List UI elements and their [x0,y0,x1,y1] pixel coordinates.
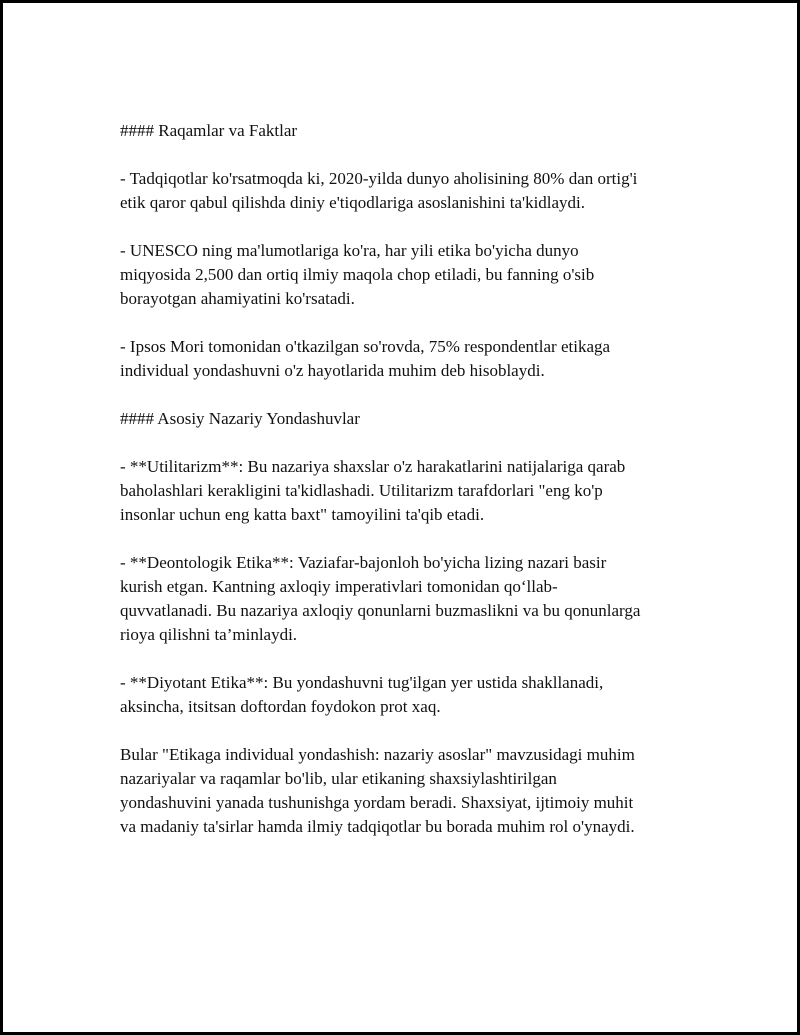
fact-paragraph: - Ipsos Mori tomonidan o'tkazilgan so'rovda, 75% respondentlar etikaga individual yondashuvni o'z hayotlarida muhim deb hisoblaydi. [120,337,611,380]
document-body [120,119,700,839]
theory-paragraph: - **Diyotant Etika**: Bu yondashuvni tug'ilgan yer ustida shakllanadi, aksincha, itsitsan doftordan foydokon prot xaq. [120,673,604,716]
section-heading-facts: #### Raqamlar va Faktlar [120,121,298,140]
theory-paragraph: - **Deontologik Etika**: Vaziafar-bajonloh bo'yicha lizing nazari basir kurish etgan. Kantning axloqiy imperativlari tomonidan qo‘llab- quvvatlanadi. Bu nazariya axloqiy qonunlarni buzmaslikni va bu qonunlarga rioya qilishni ta’minlaydi. [120,553,641,644]
theory-paragraph: - **Utilitarizm**: Bu nazariya shaxslar o'z harakatlarini natijalariga qarab baholashlari kerakligini ta'kidlashadi. Utilitarizm tarafdorlari "eng ko'p insonlar uchun eng katta baxt" tamoyilini ta'qib etadi. [120,457,626,524]
fact-paragraph: - Tadqiqotlar ko'rsatmoqda ki, 2020-yilda dunyo aholisining 80% dan ortig'i etik qaror qabul qilishda diniy e'tiqodlariga asoslanishini ta'kidlaydi. [120,169,638,212]
section-heading-theories: #### Asosiy Nazariy Yondashuvlar [120,409,360,428]
fact-paragraph: - UNESCO ning ma'lumotlariga ko'ra, har yili etika bo'yicha dunyo miqyosida 2,500 dan ortiq ilmiy maqola chop etiladi, bu fanning o'sib borayotgan ahamiyatini ko'rsatadi. [120,241,595,308]
conclusion-paragraph: Bular "Etikaga individual yondashish: nazariy asoslar" mavzusidagi muhim nazariyalar va raqamlar bo'lib, ular etikaning shaxsiylashtirilgan yondashuvini yanada tushunishga yordam beradi. Shaxsiyat, ijtimoiy muhit va madaniy ta'sirlar hamda ilmiy tadqiqotlar bu borada muhim rol o'ynaydi. [120,745,635,836]
